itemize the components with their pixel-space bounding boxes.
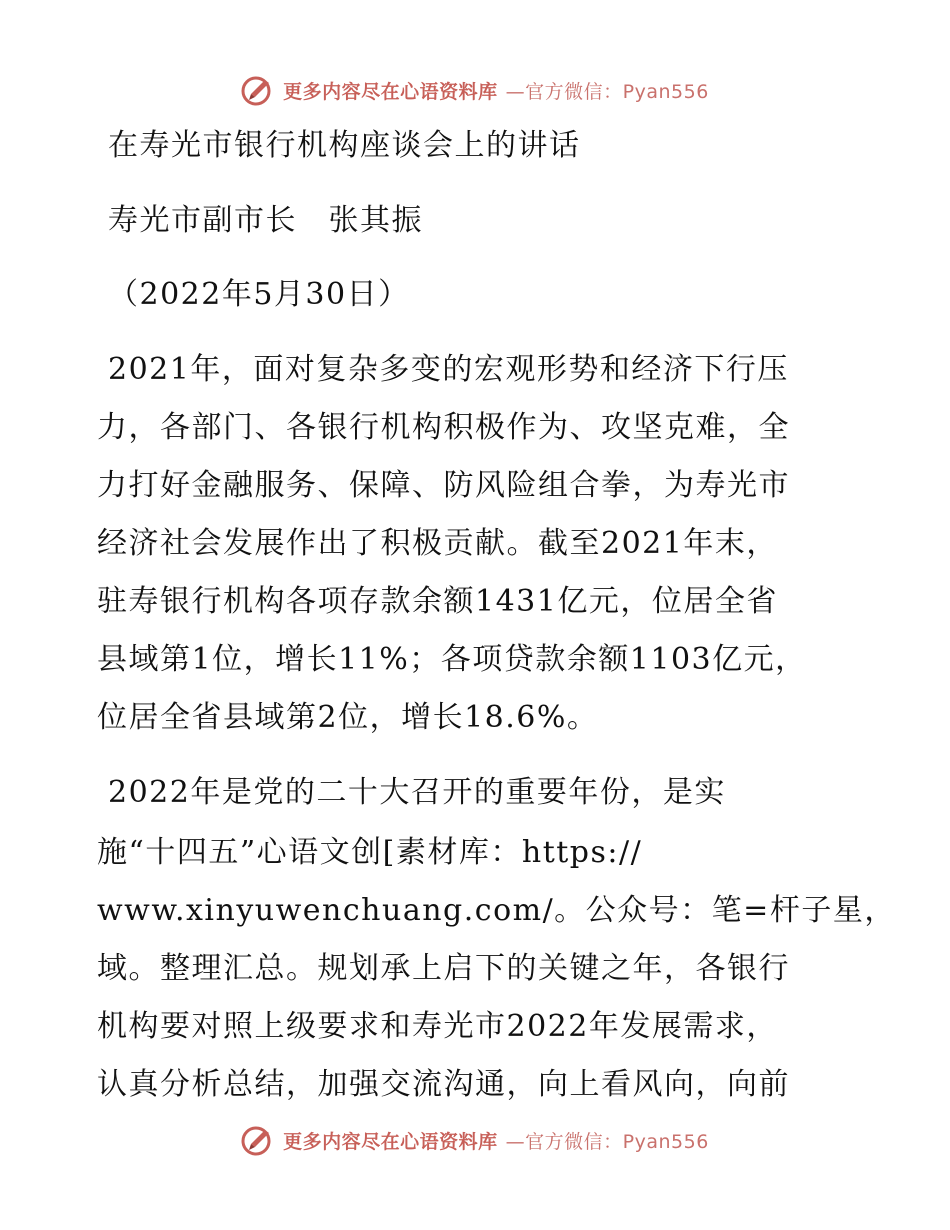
watermark-contact-text: —官方微信：Pyan556 — [505, 80, 709, 103]
paragraph-line: 机构要对照上级要求和寿光市2022年发展需求， — [97, 1009, 778, 1044]
paragraph-line: 2021年，面对复杂多变的宏观形势和经济下行压 — [108, 352, 789, 387]
footer-watermark — [0, 1124, 950, 1156]
paragraph-line: 经济社会发展作出了积极贡献。截至2021年末， — [97, 526, 778, 561]
paragraph-line: 驻寿银行机构各项存款余额1431亿元，位居全省 — [97, 584, 778, 619]
document-date: （2022年5月30日） — [108, 277, 410, 312]
document-author: 寿光市副市长 张其振 — [108, 203, 423, 238]
paragraph-line: 力打好金融服务、保障、防风险组合拳，为寿光市 — [97, 468, 790, 503]
paragraph-line: 县域第1位，增长11%；各项贷款余额1103亿元， — [97, 642, 807, 677]
paragraph-line: 域。整理汇总。规划承上启下的关键之年，各银行 — [97, 951, 790, 986]
header-watermark — [0, 74, 950, 106]
brand-logo-icon — [241, 1124, 275, 1156]
paragraph-line: 2022年是党的二十大召开的重要年份，是实 — [108, 775, 726, 810]
paragraph-line: www.xinyuwenchuang.com/。公众号：笔=杆子星， — [97, 893, 896, 928]
paragraph-line: 位居全省县域第2位，增长18.6%。 — [97, 700, 599, 735]
watermark-brand-text: 更多内容尽在心语资料库 — [283, 80, 498, 103]
document-title: 在寿光市银行机构座谈会上的讲话 — [108, 128, 581, 163]
watermark-contact-text: —官方微信：Pyan556 — [505, 1130, 709, 1153]
paragraph-line: 施“十四五”心语文创[素材库：https:// — [97, 835, 643, 870]
paragraph-line: 力，各部门、各银行机构积极作为、攻坚克难，全 — [97, 410, 790, 445]
watermark-brand-text: 更多内容尽在心语资料库 — [283, 1130, 498, 1153]
paragraph-line: 认真分析总结，加强交流沟通，向上看风向，向前 — [97, 1067, 790, 1102]
brand-logo-icon — [241, 74, 275, 106]
